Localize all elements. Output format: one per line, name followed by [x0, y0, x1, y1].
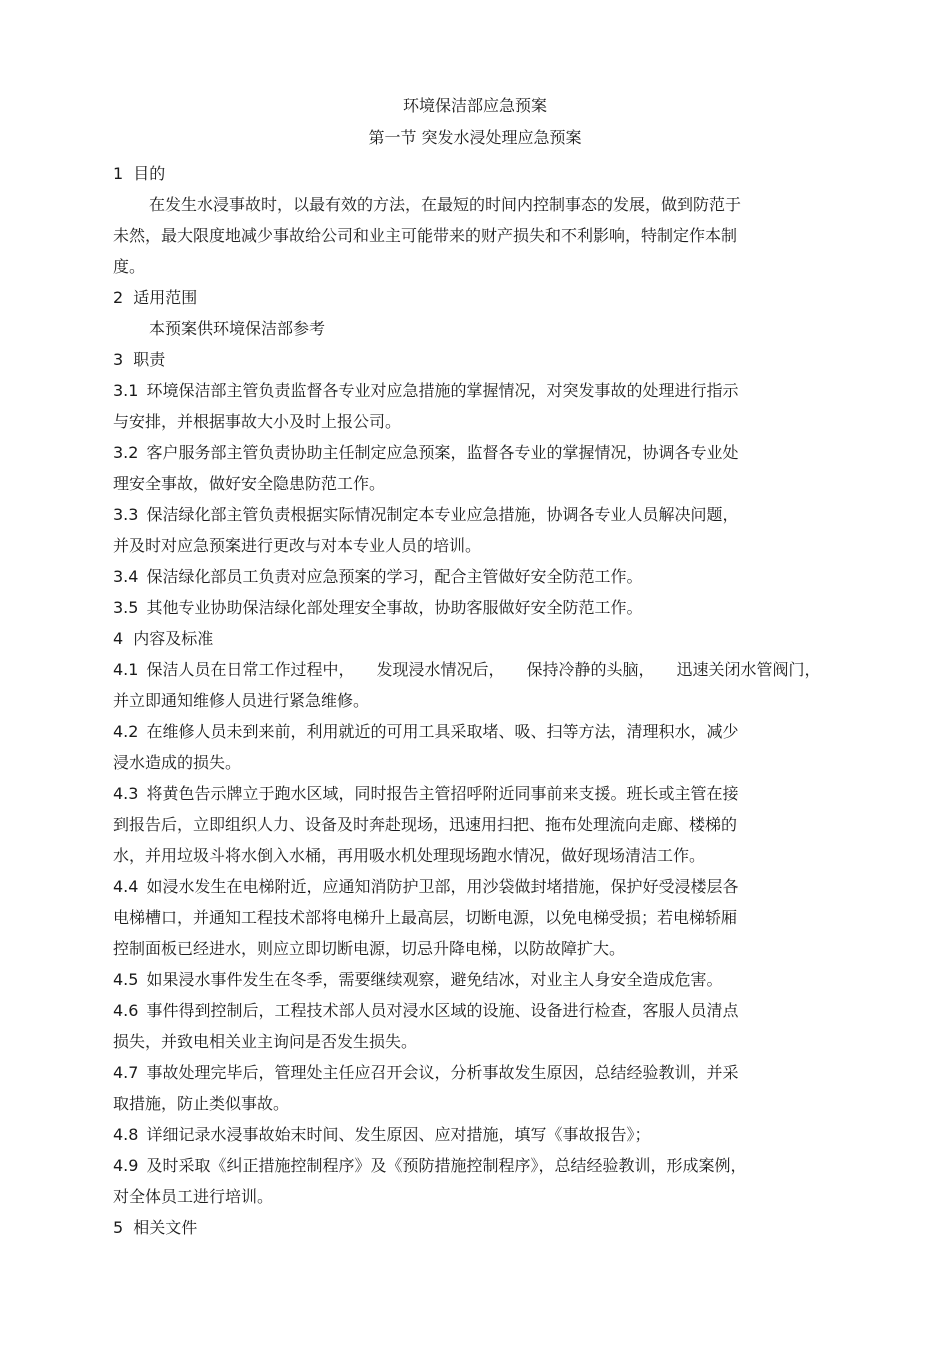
document-title: 环境保洁部应急预案	[402, 96, 547, 115]
paragraph-line: 控制面板已经进水，则应立即切断电源，切忌升降电梯，以防故障扩大。	[113, 939, 626, 958]
content-item: 4.8 详细记录水浸事故始末时间、发生原因、应对措施，填写《事故报告》；	[113, 1125, 651, 1144]
paragraph-line: 未然，最大限度地减少事故给公司和业主可能带来的财产损失和不利影响，特制定作本制	[113, 226, 738, 245]
content-item: 4.6 事件得到控制后，工程技术部人员对浸水区域的设施、设备进行检查，客服人员清点	[113, 1001, 739, 1020]
heading-content: 4 内容及标准	[113, 629, 214, 648]
paragraph-line: 损失，并致电相关业主询问是否发生损失。	[113, 1032, 418, 1051]
content-item: 4.5 如果浸水事件发生在冬季，需要继续观察，避免结冰，对业主人身安全造成危害。	[113, 970, 723, 989]
content-item: 4.2 在维修人员未到来前，利用就近的可用工具采取堵、吸、扫等方法，清理积水，减少	[113, 722, 739, 741]
paragraph-line: 到报告后，立即组织人力、设备及时奔赴现场，迅速用扫把、拖布处理流向走廊、楼梯的	[113, 815, 738, 834]
paragraph-line: 取措施，防止类似事故。	[113, 1094, 290, 1113]
duty-item: 3.4 保洁绿化部员工负责对应急预案的学习，配合主管做好安全防范工作。	[113, 567, 643, 586]
heading-duties: 3 职责	[113, 350, 166, 369]
paragraph-line: 本预案供环境保洁部参考	[149, 319, 326, 338]
duty-item: 3.3 保洁绿化部主管负责根据实际情况制定本专业应急措施，协调各专业人员解决问题，	[113, 505, 739, 524]
heading-purpose: 1 目的	[113, 164, 166, 183]
paragraph-line: 水，并用垃圾斗将水倒入水桶，再用吸水机处理现场跑水情况，做好现场清洁工作。	[113, 846, 706, 865]
paragraph-line: 理安全事故，做好安全隐患防范工作。	[113, 474, 386, 493]
duty-item: 3.2 客户服务部主管负责协助主任制定应急预案，监督各专业的掌握情况，协调各专业处	[113, 443, 739, 462]
duty-item: 3.5 其他专业协助保洁绿化部处理安全事故，协助客服做好安全防范工作。	[113, 598, 643, 617]
paragraph-line: 电梯槽口，并通知工程技术部将电梯升上最高层，切断电源，以免电梯受损；若电梯轿厢	[113, 908, 738, 927]
paragraph-line: 度。	[113, 257, 146, 276]
duty-item: 3.1 环境保洁部主管负责监督各专业对应急措施的掌握情况，对突发事故的处理进行指示	[113, 381, 739, 400]
content-item: 4.1 保洁人员在日常工作过程中， 发现浸水情况后， 保持冷静的头脑， 迅速关闭水管阀门，	[113, 660, 821, 679]
content-item: 4.4 如浸水发生在电梯附近，应通知消防护卫部，用沙袋做封堵措施，保护好受浸楼层各	[113, 877, 739, 896]
paragraph-line: 并立即通知维修人员进行紧急维修。	[113, 691, 370, 710]
section-title: 第一节 突发水浸处理应急预案	[368, 128, 582, 147]
paragraph-line: 在发生水浸事故时，以最有效的方法，在最短的时间内控制事态的发展，做到防范于	[149, 195, 742, 214]
paragraph-line: 与安排，并根据事故大小及时上报公司。	[113, 412, 402, 431]
paragraph-line: 并及时对应急预案进行更改与对本专业人员的培训。	[113, 536, 482, 555]
content-item: 4.9 及时采取《纠正措施控制程序》及《预防措施控制程序》，总结经验教训，形成案例，	[113, 1156, 747, 1175]
content-item: 4.3 将黄色告示牌立于跑水区域，同时报告主管招呼附近同事前来支援。班长或主管在接	[113, 784, 739, 803]
paragraph-line: 对全体员工进行培训。	[113, 1187, 274, 1206]
heading-scope: 2 适用范围	[113, 288, 198, 307]
document-body	[113, 158, 873, 1243]
paragraph-line: 浸水造成的损失。	[113, 753, 242, 772]
heading-related-documents: 5 相关文件	[113, 1218, 198, 1237]
content-item: 4.7 事故处理完毕后，管理处主任应召开会议，分析事故发生原因，总结经验教训，并采	[113, 1063, 739, 1082]
